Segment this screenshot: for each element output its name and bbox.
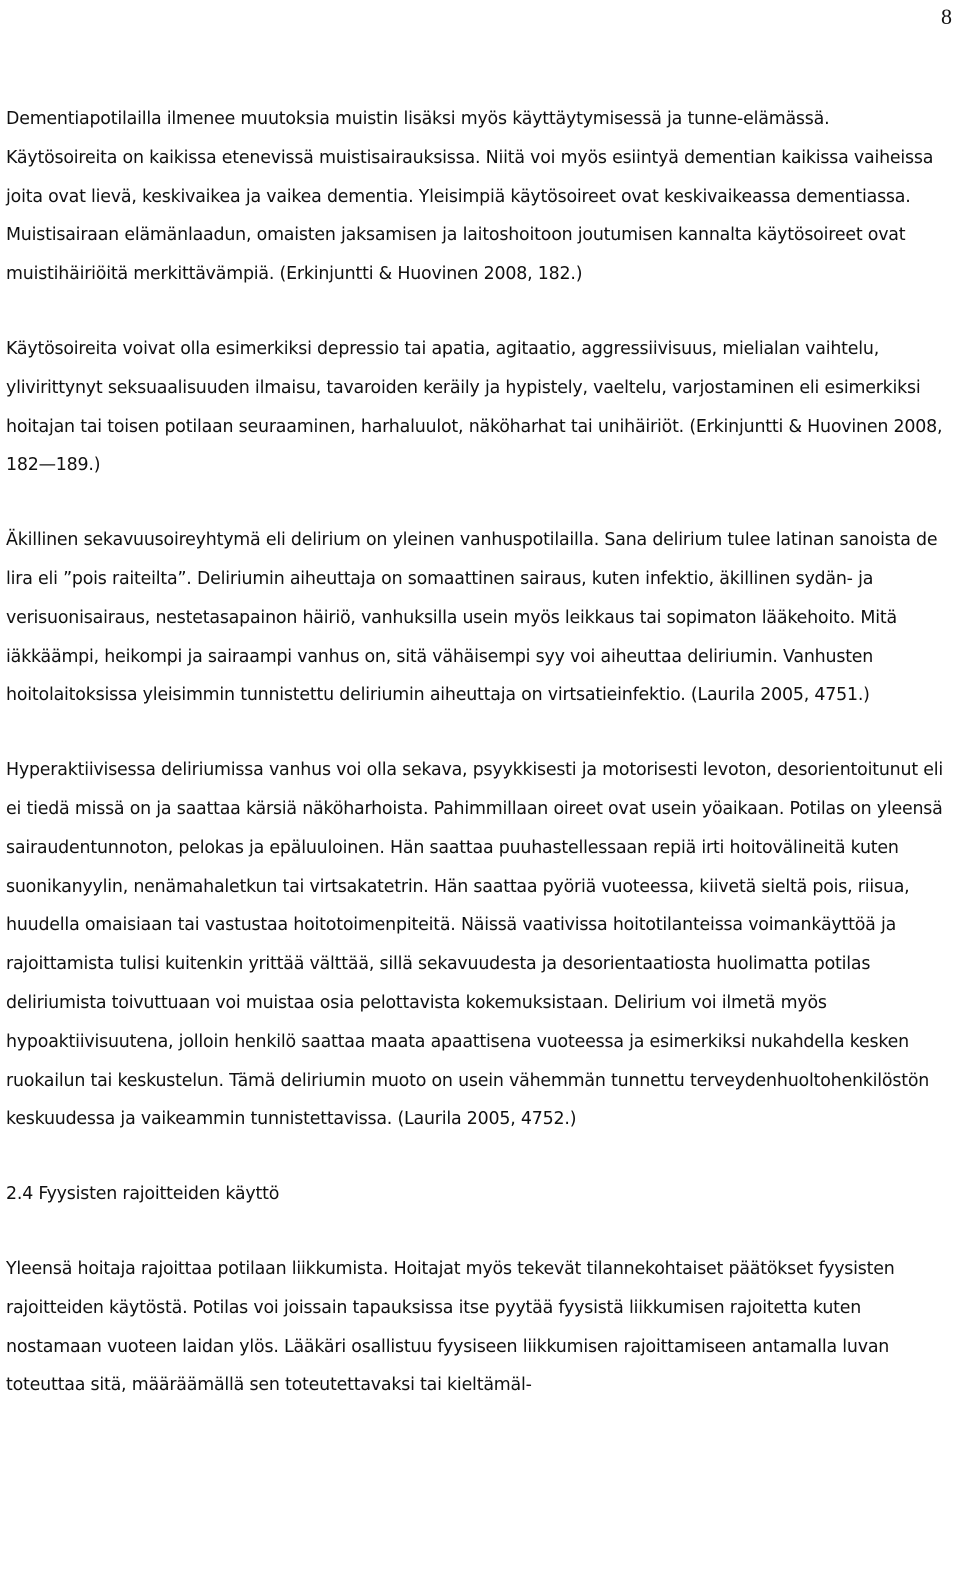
paragraph-hyperactive-delirium: Hyperaktiivisessa deliriumissa vanhus voi olla sekava, psyykkisesti ja motorisesti levoton, desorientoitunut eli ei tiedä missä on ja saattaa kärsiä näköharhoista. Pahimmillaan oireet ovat usein yöaikaan. Potilas on yleensä sairaudentunnoton, pelokas ja epäluuloinen. Hän saattaa puuhastellessaan repiä irti hoitovälineitä kuten suonikanyylin, nenämahaletkun tai virtsakatetrin. Hän saattaa pyöriä vuoteessa, kiivetä sieltä pois, riisua, huudella omaisiaan tai vastustaa hoitotoimenpiteitä. Näissä vaativissa hoitotilanteissa voimankäyttöä ja rajoittamista tulisi kuitenkin yrittää välttää, sillä sekavuudesta ja desorientaatiosta huolimatta potilas deliriumista toivuttuaan voi muistaa osia pelottavista kokemuksistaan. Delirium voi ilmetä myös hypoaktiivisuutena, jolloin henkilö saattaa maata apaattisena vuoteessa ja esimerkiksi nukahdella kesken ruokailun tai keskustelun. Tämä deliriumin muoto on usein vähemmän tunnettu terveydenhuoltohenkilöstön keskuudessa ja vaikeammin tunnistettavissa. (Laurila 2005, 4752.)	[6, 760, 944, 1130]
paragraph-delirium: Äkillinen sekavuusoireyhtymä eli delirium on yleinen vanhuspotilailla. Sana delirium tulee latinan sanoista de lira eli ”pois raiteilta”. Deliriumin aiheuttaja on somaattinen sairaus, kuten infektio, äkillinen sydän- ja verisuonisairaus, nestetasapainon häiriö, vanhuksilla usein myös leikkaus tai sopimaton lääkehoito. Mitä iäkkäämpi, heikompi ja sairaampi vanhus on, sitä vähäisempi syy voi aiheuttaa deliriumin. Vanhusten hoitolaitoksissa yleisimmin tunnistettu deliriumin aiheuttaja on virtsatieinfektio. (Laurila 2005, 4751.)	[6, 530, 938, 706]
paragraph-dementia-behavior: Dementiapotilailla ilmenee muutoksia muistin lisäksi myös käyttäytymisessä ja tunne-elämässä. Käytösoireita on kaikissa etenevissä muistisairauksissa. Niitä voi myös esiintyä dementian kaikissa vaiheissa joita ovat lievä, keskivaikea ja vaikea dementia. Yleisimpiä käytösoireet ovat keskivaikeassa dementiassa. Muistisairaan elämänlaadun, omaisten jaksamisen ja laitoshoitoon joutumisen kannalta käytösoireet ovat muistihäiriöitä merkittävämpiä. (Erkinjuntti & Huovinen 2008, 182.)	[6, 109, 934, 285]
paragraph-behavioral-symptoms: Käytösoireita voivat olla esimerkiksi depressio tai apatia, agitaatio, aggressiivisuus, mielialan vaihtelu, ylivirittynyt seksuaalisuuden ilmaisu, tavaroiden keräily ja hypistely, vaeltelu, varjostaminen eli esimerkiksi hoitajan tai toisen potilaan seuraaminen, harhaluulot, näköharhat tai unihäiriöt. (Erkinjuntti & Huovinen 2008, 182—189.)	[6, 338, 943, 476]
page-number: 8	[941, 4, 952, 29]
section-heading: 2.4 Fyysisten rajoitteiden käyttö	[6, 1184, 280, 1205]
document-body	[6, 100, 944, 1405]
paragraph-physical-restraints: Yleensä hoitaja rajoittaa potilaan liikkumista. Hoitajat myös tekevät tilannekohtaiset päätökset fyysisten rajoitteiden käytöstä. Potilas voi joissain tapauksissa itse pyytää fyysistä liikkumisen rajoitetta kuten nostamaan vuoteen laidan ylös. Lääkäri osallistuu fyysiseen liikkumisen rajoittamiseen antamalla luvan toteuttaa sitä, määräämällä sen toteutettavaksi tai kieltämäl-	[6, 1258, 895, 1396]
